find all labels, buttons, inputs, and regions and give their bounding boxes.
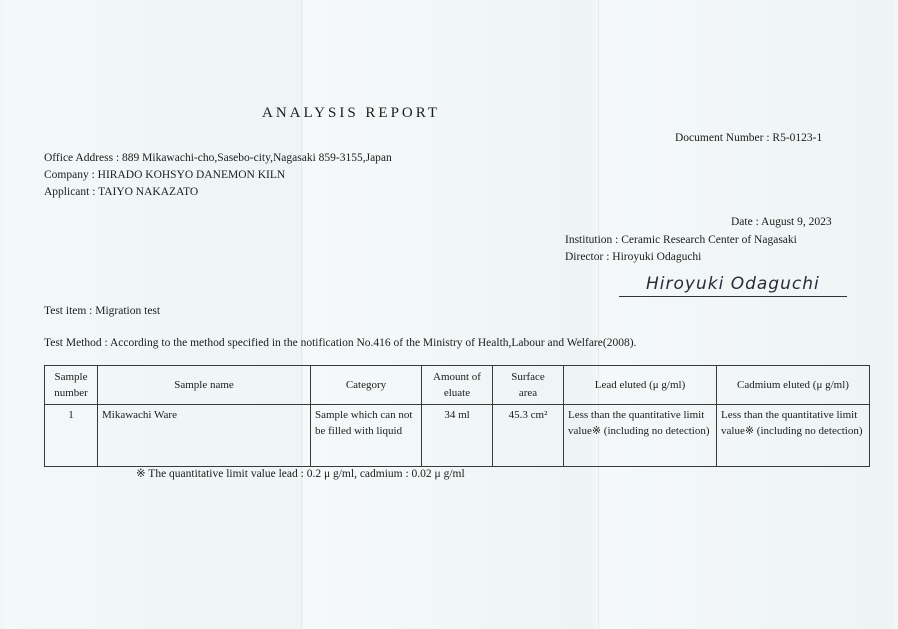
report-title: ANALYSIS REPORT xyxy=(262,105,441,121)
fold-line xyxy=(301,0,302,629)
applicant: Applicant : TAIYO NAKAZATO xyxy=(44,186,199,198)
institution: Institution : Ceramic Research Center of Nagasaki xyxy=(565,234,797,246)
cell-cadmium-eluted: Less than the quantitative limit value※ (including no detection) xyxy=(717,405,870,467)
results-table xyxy=(44,365,870,467)
cell-surface-area: 45.3 cm² xyxy=(493,405,564,467)
header-sample-number: Sample number xyxy=(45,366,98,405)
cell-sample-number: 1 xyxy=(45,405,98,467)
test-item: Test item : Migration test xyxy=(44,305,161,317)
report-date: Date : August 9, 2023 xyxy=(731,216,832,228)
header-amount-of-eluate: Amount of eluate xyxy=(422,366,493,405)
fold-line xyxy=(598,0,599,629)
header-sample-name: Sample name xyxy=(98,366,311,405)
header-surface-area: Surface area xyxy=(493,366,564,405)
office-address: Office Address : 889 Mikawachi-cho,Sasebo-city,Nagasaki 859-3155,Japan xyxy=(44,152,392,164)
test-method: Test Method : According to the method specified in the notification No.416 of the Ministry of Health,Labour and Welfare(2008). xyxy=(44,337,637,349)
header-lead-eluted: Lead eluted (μ g/ml) xyxy=(564,366,717,405)
director-signature: Hiroyuki Odaguchi xyxy=(619,272,847,298)
document-page xyxy=(4,0,893,629)
table-header-row xyxy=(45,366,870,405)
footnote: ※ The quantitative limit value lead : 0.2 μ g/ml, cadmium : 0.02 μ g/ml xyxy=(136,468,465,480)
cell-sample-name: Mikawachi Ware xyxy=(98,405,311,467)
cell-amount: 34 ml xyxy=(422,405,493,467)
header-cadmium-eluted: Cadmium eluted (μ g/ml) xyxy=(717,366,870,405)
document-number: Document Number : R5-0123-1 xyxy=(675,132,823,144)
cell-category: Sample which can not be filled with liquid xyxy=(311,405,422,467)
header-category: Category xyxy=(311,366,422,405)
director: Director : Hiroyuki Odaguchi xyxy=(565,251,702,263)
company: Company : HIRADO KOHSYO DANEMON KILN xyxy=(44,169,286,181)
table-row xyxy=(45,405,870,467)
cell-lead-eluted: Less than the quantitative limit value※ (including no detection) xyxy=(564,405,717,467)
